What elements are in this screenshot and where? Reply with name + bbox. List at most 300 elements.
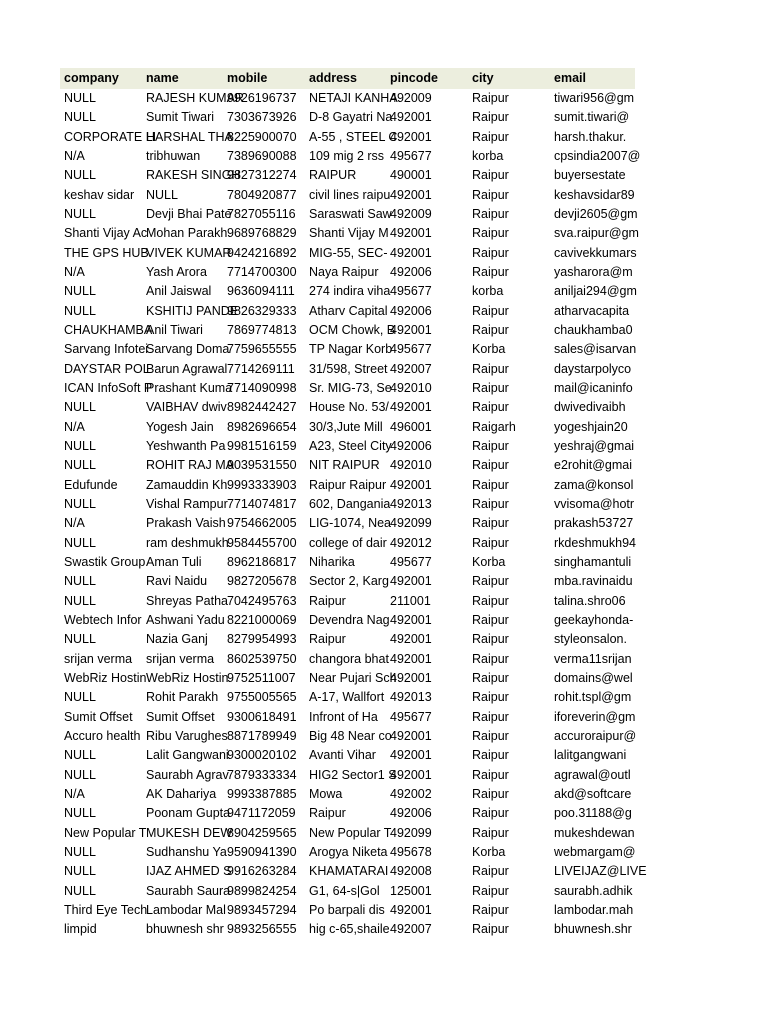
cell-address[interactable]: Niharika bbox=[309, 555, 355, 570]
cell-pincode[interactable]: 495677 bbox=[390, 709, 432, 724]
column-header-address[interactable]: address bbox=[309, 71, 357, 85]
cell-company[interactable]: srijan verma bbox=[64, 651, 133, 666]
cell-address[interactable]: D-8 Gayatri Na bbox=[309, 110, 393, 125]
cell-city[interactable]: Raipur bbox=[472, 439, 509, 454]
cell-city[interactable]: Raipur bbox=[472, 902, 509, 917]
cell-email[interactable]: daystarpolyco bbox=[554, 361, 632, 376]
cell-pincode[interactable]: 125001 bbox=[390, 883, 432, 898]
cell-mobile[interactable]: 7389690088 bbox=[227, 149, 297, 164]
column-header-email[interactable]: email bbox=[554, 71, 586, 85]
cell-address[interactable]: Big 48 Near co bbox=[309, 728, 392, 743]
cell-company[interactable]: CORPORATE LI bbox=[64, 129, 157, 144]
cell-pincode[interactable]: 211001 bbox=[390, 593, 431, 608]
cell-pincode[interactable]: 492007 bbox=[390, 361, 432, 376]
cell-email[interactable]: yogeshjain20 bbox=[554, 419, 628, 434]
cell-name[interactable]: Lambodar Mal bbox=[146, 902, 226, 917]
cell-name[interactable]: Lalit Gangwani bbox=[146, 748, 229, 763]
cell-pincode[interactable]: 492001 bbox=[390, 129, 432, 144]
cell-company[interactable]: NULL bbox=[64, 748, 96, 763]
cell-pincode[interactable]: 492006 bbox=[390, 439, 432, 454]
cell-email[interactable]: poo.31188@g bbox=[554, 806, 632, 821]
cell-city[interactable]: korba bbox=[472, 284, 504, 299]
cell-email[interactable]: zama@konsol bbox=[554, 477, 634, 492]
cell-company[interactable]: NULL bbox=[64, 168, 96, 183]
cell-name[interactable]: Prashant Kuma bbox=[146, 381, 233, 396]
cell-pincode[interactable]: 495677 bbox=[390, 342, 432, 357]
cell-mobile[interactable]: 9471172059 bbox=[227, 806, 296, 821]
cell-company[interactable]: NULL bbox=[64, 284, 96, 299]
cell-city[interactable]: Raipur bbox=[472, 690, 509, 705]
cell-email[interactable]: sales@isarvan bbox=[554, 342, 637, 357]
cell-pincode[interactable]: 492001 bbox=[390, 400, 432, 415]
cell-pincode[interactable]: 492009 bbox=[390, 91, 432, 106]
cell-name[interactable]: Saurabh Saura bbox=[146, 883, 231, 898]
cell-city[interactable]: Korba bbox=[472, 844, 506, 859]
cell-city[interactable]: Raipur bbox=[472, 709, 509, 724]
cell-mobile[interactable]: 8982696654 bbox=[227, 419, 297, 434]
cell-name[interactable]: Poonam Gupta bbox=[146, 806, 231, 821]
cell-name[interactable]: Sudhanshu Ya bbox=[146, 844, 227, 859]
cell-name[interactable]: Ravi Naidu bbox=[146, 574, 208, 589]
cell-address[interactable]: A-17, Wallfort bbox=[309, 690, 385, 705]
cell-company[interactable]: NULL bbox=[64, 110, 96, 125]
cell-company[interactable]: NULL bbox=[64, 303, 96, 318]
cell-email[interactable]: iforeverin@gm bbox=[554, 709, 636, 724]
cell-name[interactable]: Devji Bhai Pate bbox=[146, 207, 232, 222]
cell-name[interactable]: Aman Tuli bbox=[146, 555, 202, 570]
cell-name[interactable]: IJAZ AHMED S bbox=[146, 864, 232, 879]
cell-company[interactable]: WebRiz Hostin bbox=[64, 671, 147, 685]
cell-mobile[interactable]: 9893457294 bbox=[227, 902, 297, 917]
cell-email[interactable]: LIVEIJAZ@LIVE bbox=[554, 864, 647, 879]
cell-address[interactable]: Shanti Vijay M bbox=[309, 226, 389, 241]
cell-city[interactable]: Raipur bbox=[472, 864, 509, 879]
cell-name[interactable]: RAJESH KUMAR bbox=[146, 91, 244, 106]
cell-name[interactable]: Nazia Ganj bbox=[146, 632, 208, 647]
cell-address[interactable]: 274 indira viha bbox=[309, 284, 391, 299]
cell-pincode[interactable]: 490001 bbox=[390, 168, 432, 183]
cell-name[interactable]: HARSHAL THA bbox=[146, 129, 233, 144]
cell-mobile[interactable]: 7827055116 bbox=[227, 207, 296, 222]
cell-address[interactable]: Naya Raipur bbox=[309, 265, 379, 280]
cell-pincode[interactable]: 496001 bbox=[390, 419, 432, 434]
column-header-mobile[interactable]: mobile bbox=[227, 71, 268, 85]
cell-pincode[interactable]: 492006 bbox=[390, 806, 432, 821]
cell-mobile[interactable]: 8871789949 bbox=[227, 728, 297, 743]
cell-address[interactable]: 602, Dangania bbox=[309, 497, 391, 512]
cell-address[interactable]: Near Pujari Sch bbox=[309, 671, 397, 685]
cell-name[interactable]: Prakash Vaish bbox=[146, 516, 226, 531]
cell-mobile[interactable]: 9827205678 bbox=[227, 574, 297, 589]
cell-company[interactable]: Accuro health bbox=[64, 728, 141, 743]
cell-name[interactable]: Yash Arora bbox=[146, 265, 207, 280]
cell-name[interactable]: NULL bbox=[146, 187, 178, 202]
cell-mobile[interactable]: 9039531550 bbox=[227, 458, 297, 473]
cell-name[interactable]: Yeshwanth Pa bbox=[146, 439, 226, 454]
cell-name[interactable]: Vishal Rampur bbox=[146, 497, 228, 512]
cell-company[interactable]: NULL bbox=[64, 767, 96, 782]
cell-city[interactable]: Korba bbox=[472, 342, 506, 357]
cell-city[interactable]: Raipur bbox=[472, 671, 509, 685]
cell-mobile[interactable]: 8221000069 bbox=[227, 613, 297, 628]
cell-email[interactable]: yeshraj@gmai bbox=[554, 439, 635, 454]
cell-email[interactable]: atharvacapita bbox=[554, 303, 630, 318]
cell-company[interactable]: NULL bbox=[64, 593, 96, 608]
cell-company[interactable]: N/A bbox=[64, 419, 85, 434]
cell-city[interactable]: Raipur bbox=[472, 168, 509, 183]
cell-address[interactable]: college of dair bbox=[309, 535, 387, 550]
cell-email[interactable]: saurabh.adhik bbox=[554, 883, 633, 898]
cell-name[interactable]: KSHITIJ PANDE bbox=[146, 303, 239, 318]
cell-company[interactable]: Sarvang Infotei bbox=[64, 342, 149, 357]
cell-city[interactable]: Raipur bbox=[472, 825, 509, 840]
cell-address[interactable]: NETAJI KANHA bbox=[309, 91, 398, 106]
cell-mobile[interactable]: 9689768829 bbox=[227, 226, 297, 241]
cell-name[interactable]: Ribu Varughes bbox=[146, 728, 228, 743]
cell-pincode[interactable]: 492001 bbox=[390, 902, 432, 917]
cell-email[interactable]: accuroraipur@ bbox=[554, 728, 637, 743]
cell-city[interactable]: Raipur bbox=[472, 226, 509, 241]
cell-mobile[interactable]: 8279954993 bbox=[227, 632, 297, 647]
cell-email[interactable]: singhamantuli bbox=[554, 555, 632, 570]
cell-address[interactable]: House No. 53/ bbox=[309, 400, 389, 415]
cell-address[interactable]: Atharv Capital bbox=[309, 303, 388, 318]
cell-city[interactable]: Raipur bbox=[472, 535, 509, 550]
cell-mobile[interactable]: 9926196737 bbox=[227, 91, 297, 106]
cell-company[interactable]: NULL bbox=[64, 883, 96, 898]
column-header-pincode[interactable]: pincode bbox=[390, 71, 438, 85]
cell-address[interactable]: Infront of Ha bbox=[309, 709, 378, 724]
cell-company[interactable]: New Popular T bbox=[64, 825, 147, 840]
cell-email[interactable]: akd@softcare bbox=[554, 786, 632, 801]
cell-name[interactable]: Yogesh Jain bbox=[146, 419, 214, 434]
cell-email[interactable]: cpsindia2007@ bbox=[554, 149, 641, 164]
cell-mobile[interactable]: 7869774813 bbox=[227, 323, 297, 338]
cell-city[interactable]: Raipur bbox=[472, 613, 509, 628]
cell-pincode[interactable]: 492010 bbox=[390, 458, 432, 473]
cell-city[interactable]: Raipur bbox=[472, 651, 509, 666]
cell-pincode[interactable]: 492006 bbox=[390, 303, 432, 318]
cell-company[interactable]: NULL bbox=[64, 632, 96, 647]
cell-company[interactable]: NULL bbox=[64, 497, 96, 512]
cell-name[interactable]: ram deshmukh bbox=[146, 535, 229, 550]
cell-mobile[interactable]: 7804920877 bbox=[227, 187, 297, 202]
cell-mobile[interactable]: 7714090998 bbox=[227, 381, 297, 396]
cell-email[interactable]: styleonsalon. bbox=[554, 632, 627, 647]
cell-city[interactable]: Raipur bbox=[472, 883, 509, 898]
cell-email[interactable]: geekayhonda- bbox=[554, 613, 634, 628]
cell-address[interactable]: A23, Steel City bbox=[309, 439, 392, 454]
cell-city[interactable]: Raipur bbox=[472, 806, 509, 821]
cell-company[interactable]: NULL bbox=[64, 690, 96, 705]
cell-address[interactable]: RAIPUR bbox=[309, 168, 357, 183]
cell-pincode[interactable]: 495678 bbox=[390, 844, 432, 859]
cell-address[interactable]: Arogya Niketa bbox=[309, 844, 388, 859]
cell-email[interactable]: lambodar.mah bbox=[554, 902, 634, 917]
cell-email[interactable]: verma11srijan bbox=[554, 651, 632, 666]
cell-mobile[interactable]: 7879333334 bbox=[227, 767, 297, 782]
cell-address[interactable]: TP Nagar Korb bbox=[309, 342, 393, 357]
cell-company[interactable]: NULL bbox=[64, 439, 96, 454]
cell-company[interactable]: N/A bbox=[64, 516, 85, 531]
cell-company[interactable]: NULL bbox=[64, 844, 96, 859]
cell-address[interactable]: Raipur bbox=[309, 806, 346, 821]
cell-pincode[interactable]: 492001 bbox=[390, 613, 432, 628]
cell-email[interactable]: keshavsidar89 bbox=[554, 187, 635, 202]
cell-address[interactable]: changora bhat bbox=[309, 651, 389, 666]
cell-name[interactable]: Saurabh Agrav bbox=[146, 767, 229, 782]
cell-email[interactable]: vvisoma@hotr bbox=[554, 497, 635, 512]
cell-mobile[interactable]: 9754662005 bbox=[227, 516, 297, 531]
cell-name[interactable]: srijan verma bbox=[146, 651, 215, 666]
cell-pincode[interactable]: 492001 bbox=[390, 245, 432, 260]
cell-city[interactable]: Raipur bbox=[472, 303, 509, 318]
cell-company[interactable]: Sumit Offset bbox=[64, 709, 133, 724]
cell-city[interactable]: Raipur bbox=[472, 593, 509, 608]
cell-mobile[interactable]: 9300020102 bbox=[227, 748, 297, 763]
cell-city[interactable]: Raipur bbox=[472, 265, 509, 280]
cell-company[interactable]: Swastik Group bbox=[64, 555, 146, 570]
cell-name[interactable]: Sarvang Doma bbox=[146, 342, 230, 357]
cell-company[interactable]: Webtech Infor bbox=[64, 613, 142, 628]
cell-name[interactable]: Anil Tiwari bbox=[146, 323, 203, 338]
cell-city[interactable]: Raipur bbox=[472, 516, 509, 531]
cell-email[interactable]: yasharora@m bbox=[554, 265, 633, 280]
cell-address[interactable]: Avanti Vihar bbox=[309, 748, 376, 763]
cell-city[interactable]: Raipur bbox=[472, 767, 509, 782]
cell-city[interactable]: Raipur bbox=[472, 245, 509, 260]
cell-mobile[interactable]: 9893256555 bbox=[227, 922, 297, 937]
cell-pincode[interactable]: 492013 bbox=[390, 690, 432, 705]
cell-city[interactable]: Raipur bbox=[472, 91, 509, 106]
cell-company[interactable]: NULL bbox=[64, 535, 96, 550]
cell-address[interactable]: Po barpali dis bbox=[309, 902, 385, 917]
cell-city[interactable]: Raipur bbox=[472, 129, 509, 144]
cell-email[interactable]: buyersestate bbox=[554, 168, 626, 183]
cell-address[interactable]: OCM Chowk, B bbox=[309, 323, 396, 338]
cell-pincode[interactable]: 492012 bbox=[390, 535, 432, 550]
cell-pincode[interactable]: 492009 bbox=[390, 207, 432, 222]
cell-address[interactable]: G1, 64-s|Gol bbox=[309, 883, 380, 898]
cell-mobile[interactable]: 7042495763 bbox=[227, 593, 297, 608]
cell-email[interactable]: mukeshdewan bbox=[554, 825, 635, 840]
cell-pincode[interactable]: 492001 bbox=[390, 671, 432, 685]
cell-email[interactable]: chaukhamba0 bbox=[554, 323, 633, 338]
cell-address[interactable]: 31/598, Street bbox=[309, 361, 388, 376]
cell-name[interactable]: VAIBHAV dwiv bbox=[146, 400, 227, 415]
cell-company[interactable]: NULL bbox=[64, 458, 96, 473]
cell-city[interactable]: Raipur bbox=[472, 728, 509, 743]
cell-mobile[interactable]: 8602539750 bbox=[227, 651, 297, 666]
cell-pincode[interactable]: 492001 bbox=[390, 110, 432, 125]
cell-company[interactable]: NULL bbox=[64, 207, 96, 222]
cell-address[interactable]: New Popular T bbox=[309, 825, 392, 840]
cell-address[interactable]: Raipur Raipur bbox=[309, 477, 387, 492]
cell-company[interactable]: NULL bbox=[64, 806, 96, 821]
cell-email[interactable]: tiwari956@gm bbox=[554, 91, 635, 106]
cell-address[interactable]: civil lines raipu bbox=[309, 187, 391, 202]
cell-city[interactable]: korba bbox=[472, 149, 504, 164]
cell-pincode[interactable]: 492099 bbox=[390, 825, 432, 840]
cell-company[interactable]: NULL bbox=[64, 864, 96, 879]
column-header-city[interactable]: city bbox=[472, 71, 494, 85]
cell-name[interactable]: RAKESH SINGH bbox=[146, 168, 241, 183]
cell-name[interactable]: MUKESH DEW bbox=[146, 825, 233, 840]
cell-pincode[interactable]: 492002 bbox=[390, 786, 432, 801]
cell-name[interactable]: tribhuwan bbox=[146, 149, 201, 164]
cell-mobile[interactable]: 9584455700 bbox=[227, 535, 297, 550]
cell-address[interactable]: KHAMATARAI bbox=[309, 864, 389, 879]
cell-address[interactable]: 109 mig 2 rss bbox=[309, 149, 385, 164]
cell-mobile[interactable]: 9993333903 bbox=[227, 477, 297, 492]
cell-email[interactable]: lalitgangwani bbox=[554, 748, 627, 763]
cell-address[interactable]: HIG2 Sector1 S bbox=[309, 767, 397, 782]
cell-city[interactable]: Korba bbox=[472, 555, 506, 570]
cell-mobile[interactable]: 9899824254 bbox=[227, 883, 297, 898]
cell-address[interactable]: 30/3,Jute Mill bbox=[309, 419, 383, 434]
cell-mobile[interactable]: 8904259565 bbox=[227, 825, 297, 840]
cell-city[interactable]: Raipur bbox=[472, 748, 509, 763]
cell-address[interactable]: Raipur bbox=[309, 593, 346, 608]
cell-pincode[interactable]: 492001 bbox=[390, 226, 432, 241]
cell-city[interactable]: Raipur bbox=[472, 187, 509, 202]
cell-mobile[interactable]: 8982442427 bbox=[227, 400, 297, 415]
cell-pincode[interactable]: 492013 bbox=[390, 497, 432, 512]
cell-city[interactable]: Raipur bbox=[472, 458, 509, 473]
cell-name[interactable]: Shreyas Patha bbox=[146, 593, 228, 608]
cell-city[interactable]: Raipur bbox=[472, 400, 509, 415]
cell-pincode[interactable]: 492001 bbox=[390, 187, 432, 202]
cell-email[interactable]: talina.shro06 bbox=[554, 593, 626, 608]
cell-company[interactable]: N/A bbox=[64, 265, 85, 280]
cell-mobile[interactable]: 8962186817 bbox=[227, 555, 297, 570]
cell-name[interactable]: WebRiz Hostin bbox=[146, 671, 229, 685]
cell-mobile[interactable]: 9827312274 bbox=[227, 168, 297, 183]
cell-address[interactable]: LIG-1074, Nea bbox=[309, 516, 391, 531]
cell-mobile[interactable]: 7303673926 bbox=[227, 110, 297, 125]
cell-email[interactable]: webmargam@ bbox=[554, 844, 636, 859]
cell-pincode[interactable]: 495677 bbox=[390, 149, 432, 164]
cell-city[interactable]: Raigarh bbox=[472, 419, 516, 434]
cell-pincode[interactable]: 492001 bbox=[390, 477, 432, 492]
cell-email[interactable]: agrawal@outl bbox=[554, 767, 631, 782]
cell-name[interactable]: AK Dahariya bbox=[146, 786, 217, 801]
cell-email[interactable]: mail@icaninfo bbox=[554, 381, 633, 396]
cell-mobile[interactable]: 9981516159 bbox=[227, 439, 297, 454]
cell-company[interactable]: Edufunde bbox=[64, 477, 118, 492]
cell-city[interactable]: Raipur bbox=[472, 361, 509, 376]
cell-company[interactable]: Shanti Vijay Ac bbox=[64, 226, 148, 241]
cell-address[interactable]: MIG-55, SEC- bbox=[309, 245, 388, 260]
cell-pincode[interactable]: 492001 bbox=[390, 651, 432, 666]
cell-company[interactable]: THE GPS HUB bbox=[64, 245, 149, 260]
cell-name[interactable]: Sumit Offset bbox=[146, 709, 215, 724]
cell-name[interactable]: Ashwani Yadu bbox=[146, 613, 225, 628]
cell-email[interactable]: sva.raipur@gm bbox=[554, 226, 639, 241]
cell-company[interactable]: limpid bbox=[64, 922, 97, 937]
cell-mobile[interactable]: 9752511007 bbox=[227, 671, 296, 685]
cell-pincode[interactable]: 495677 bbox=[390, 555, 432, 570]
cell-pincode[interactable]: 492001 bbox=[390, 728, 432, 743]
cell-name[interactable]: Rohit Parakh bbox=[146, 690, 219, 705]
cell-email[interactable]: bhuwnesh.shr bbox=[554, 922, 632, 937]
cell-pincode[interactable]: 492008 bbox=[390, 864, 432, 879]
cell-email[interactable]: harsh.thakur. bbox=[554, 129, 627, 144]
cell-city[interactable]: Raipur bbox=[472, 477, 509, 492]
cell-city[interactable]: Raipur bbox=[472, 786, 509, 801]
cell-mobile[interactable]: 7714074817 bbox=[227, 497, 297, 512]
cell-company[interactable]: keshav sidar bbox=[64, 187, 135, 202]
cell-pincode[interactable]: 492010 bbox=[390, 381, 432, 396]
cell-mobile[interactable]: 9993387885 bbox=[227, 786, 297, 801]
cell-address[interactable]: Saraswati Saw bbox=[309, 207, 392, 222]
cell-mobile[interactable]: 7714269111 bbox=[227, 361, 295, 376]
cell-address[interactable]: Raipur bbox=[309, 632, 346, 647]
cell-mobile[interactable]: 9300618491 bbox=[227, 709, 297, 724]
cell-email[interactable]: prakash53727 bbox=[554, 516, 634, 531]
cell-mobile[interactable]: 8225900070 bbox=[227, 129, 297, 144]
cell-pincode[interactable]: 492001 bbox=[390, 767, 432, 782]
cell-city[interactable]: Raipur bbox=[472, 632, 509, 647]
cell-city[interactable]: Raipur bbox=[472, 110, 509, 125]
cell-name[interactable]: VIVEK KUMAR bbox=[146, 245, 232, 260]
cell-name[interactable]: Anil Jaiswal bbox=[146, 284, 212, 299]
cell-city[interactable]: Raipur bbox=[472, 381, 509, 396]
cell-pincode[interactable]: 492001 bbox=[390, 748, 432, 763]
cell-name[interactable]: Mohan Parakh bbox=[146, 226, 228, 241]
cell-pincode[interactable]: 492006 bbox=[390, 265, 432, 280]
cell-name[interactable]: Zamauddin Kh bbox=[146, 477, 228, 492]
cell-pincode[interactable]: 492001 bbox=[390, 323, 432, 338]
cell-company[interactable]: N/A bbox=[64, 149, 85, 164]
cell-company[interactable]: CHAUKHAMBA bbox=[64, 323, 153, 338]
cell-address[interactable]: Sr. MIG-73, Se bbox=[309, 381, 392, 396]
cell-address[interactable]: Devendra Nag bbox=[309, 613, 390, 628]
cell-name[interactable]: bhuwnesh shr bbox=[146, 922, 224, 937]
cell-mobile[interactable]: 9755005565 bbox=[227, 690, 297, 705]
cell-company[interactable]: NULL bbox=[64, 574, 96, 589]
cell-mobile[interactable]: 9636094111 bbox=[227, 284, 295, 299]
cell-email[interactable]: e2rohit@gmai bbox=[554, 458, 633, 473]
cell-address[interactable]: Sector 2, Karg bbox=[309, 574, 389, 589]
cell-city[interactable]: Raipur bbox=[472, 574, 509, 589]
cell-company[interactable]: DAYSTAR POL bbox=[64, 361, 150, 376]
cell-email[interactable]: domains@wel bbox=[554, 671, 633, 685]
cell-email[interactable]: dwivedivaibh bbox=[554, 400, 626, 415]
cell-name[interactable]: Barun Agrawal bbox=[146, 361, 228, 376]
cell-address[interactable]: A-55 , STEEL C bbox=[309, 129, 398, 144]
cell-city[interactable]: Raipur bbox=[472, 922, 509, 937]
cell-email[interactable]: devji2605@gm bbox=[554, 207, 638, 222]
cell-mobile[interactable]: 7714700300 bbox=[227, 265, 297, 280]
cell-email[interactable]: rkdeshmukh94 bbox=[554, 535, 636, 550]
cell-company[interactable]: NULL bbox=[64, 91, 96, 106]
cell-name[interactable]: ROHIT RAJ MA bbox=[146, 458, 234, 473]
cell-company[interactable]: N/A bbox=[64, 786, 85, 801]
cell-address[interactable]: hig c-65,shaile bbox=[309, 922, 390, 937]
cell-mobile[interactable]: 7759655555 bbox=[227, 342, 297, 357]
cell-company[interactable]: ICAN InfoSoft P bbox=[64, 381, 153, 396]
cell-address[interactable]: NIT RAIPUR bbox=[309, 458, 380, 473]
cell-email[interactable]: cavivekkumars bbox=[554, 245, 637, 260]
cell-email[interactable]: mba.ravinaidu bbox=[554, 574, 633, 589]
cell-company[interactable]: Third Eye Tech bbox=[64, 902, 148, 917]
cell-pincode[interactable]: 495677 bbox=[390, 284, 432, 299]
cell-city[interactable]: Raipur bbox=[472, 323, 509, 338]
cell-mobile[interactable]: 9424216892 bbox=[227, 245, 297, 260]
cell-email[interactable]: rohit.tspl@gm bbox=[554, 690, 632, 705]
column-header-company[interactable]: company bbox=[64, 71, 119, 85]
